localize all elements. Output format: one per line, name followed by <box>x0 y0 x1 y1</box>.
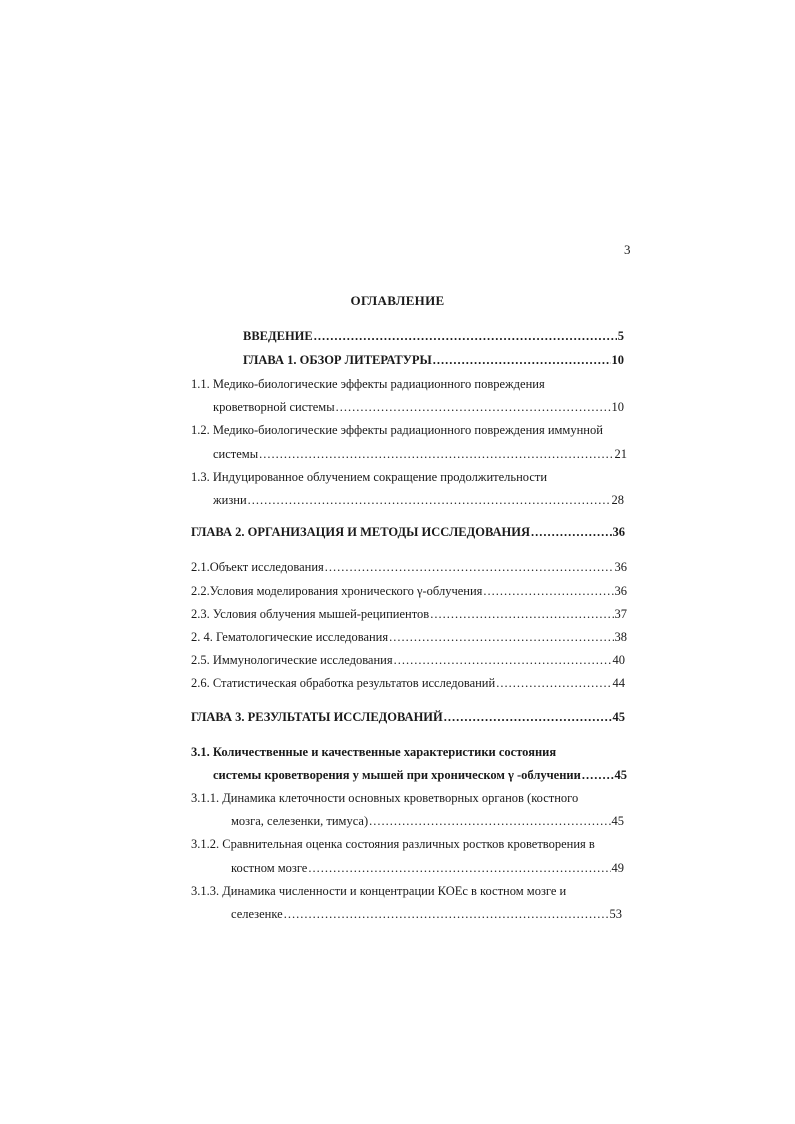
page-number: 3 <box>624 242 631 257</box>
toc-entry-3-1-3-line-1: 3.1.3. Динамика численности и концентрации КОЕс в костном мозге и <box>191 884 567 898</box>
toc-entry-1-1-line-1: 1.1. Медико-биологические эффекты радиационного повреждения <box>191 377 545 391</box>
toc-entry-1-1-line-2: кроветворной системы ..... 10 <box>213 399 624 415</box>
toc-entry-3-1-2-line-2: костном мозге ..... 49 <box>231 860 624 876</box>
toc-entry-2-4: 2. 4. Гематологические исследования ..... 38 <box>191 629 627 645</box>
toc-entry-1-3-line-1: 1.3. Индуцированное облучением сокращение продолжительности <box>191 470 548 484</box>
toc-entry-chapter-1: ГЛАВА 1. ОБЗОР ЛИТЕРАТУРЫ ..... 10 <box>243 352 624 368</box>
toc-entry-3-1-3-line-2: селезенке ..... 53 <box>231 906 622 922</box>
toc-entry-1-3-line-2: жизни ..... 28 <box>213 492 624 508</box>
toc-entry-1-2-line-2: системы ..... 21 <box>213 446 627 462</box>
toc-entry-3-1-line-2: системы кроветворения у мышей при хроническом γ -облучении ..... 45 <box>213 767 627 783</box>
toc-entry-1-2-line-1: 1.2. Медико-биологические эффекты радиационного повреждения иммунной <box>191 423 603 437</box>
toc-entry-2-1: 2.1.Объект исследования ..... 36 <box>191 559 627 575</box>
toc-entry-chapter-3: ГЛАВА 3. РЕЗУЛЬТАТЫ ИССЛЕДОВАНИЙ ..... 45 <box>191 709 625 725</box>
toc-title: ОГЛАВЛЕНИЕ <box>350 293 445 308</box>
toc-entry-chapter-2: ГЛАВА 2. ОРГАНИЗАЦИЯ И МЕТОДЫ ИССЛЕДОВАНИЯ ..... 36 <box>191 524 625 540</box>
toc-entry-2-5: 2.5. Иммунологические исследования ..... 40 <box>191 652 625 668</box>
toc-entry-2-6: 2.6. Статистическая обработка результатов исследований ..... 44 <box>191 675 625 691</box>
toc-entry-3-1-1-line-2: мозга, селезенки, тимуса) ..... 45 <box>231 813 624 829</box>
toc-entry-3-1-1-line-1: 3.1.1. Динамика клеточности основных кроветворных органов (костного <box>191 791 579 805</box>
toc-entry-3-1-2-line-1: 3.1.2. Сравнительная оценка состояния различных ростков кроветворения в <box>191 837 595 851</box>
toc-entry-2-2: 2.2.Условия моделирования хронического γ-облучения ..... 36 <box>191 583 627 599</box>
toc-entry-3-1-line-1: 3.1. Количественные и качественные характеристики состояния <box>191 745 557 759</box>
toc-entry-2-3: 2.3. Условия облучения мышей-реципиентов ..... 37 <box>191 606 627 622</box>
toc-entry-introduction: ВВЕДЕНИЕ ..... 5 <box>243 328 624 344</box>
